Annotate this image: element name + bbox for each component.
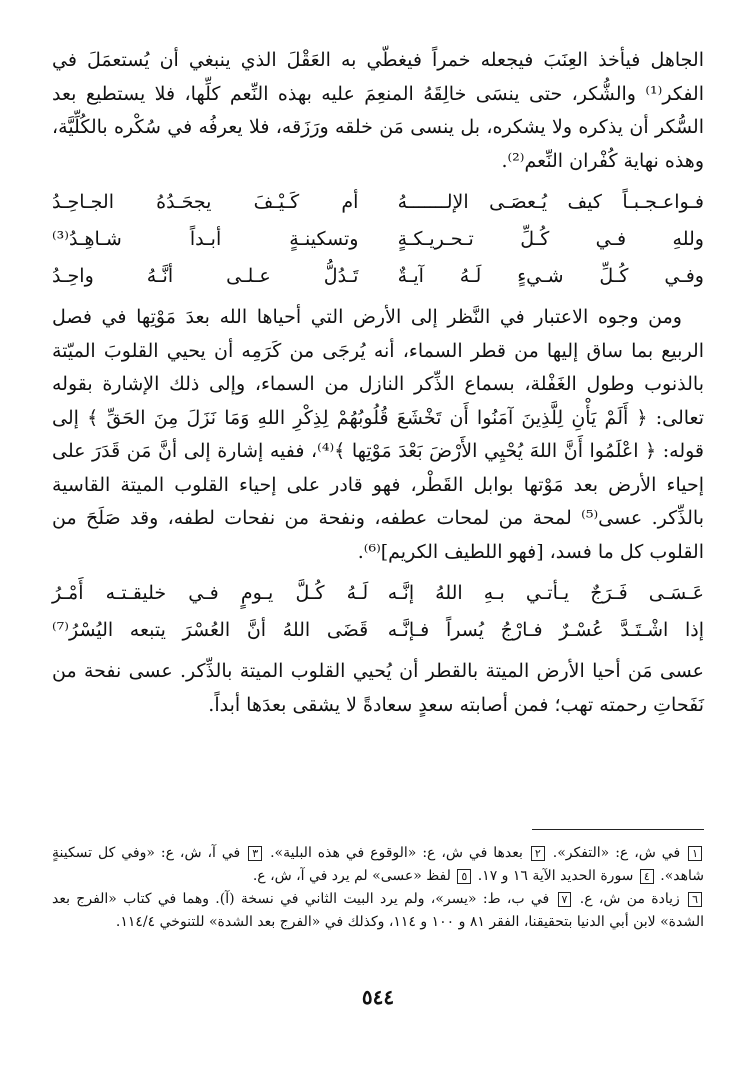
footnote-text: في ب، ط: «يسر»، ولم يرد البيت الثاني في نسخة (آ). وهما في كتاب «الفرج بعد الشدة» لابن أبي الدنيا بتحقيقنا، الفقر ٨١ و ١٠٠ و ١١٤، وكذلك في «الفرج بعد الشدة» للتنوخي ١١٤/٤. [52, 891, 704, 930]
paragraph-2: ومن وجوه الاعتبار في النَّظر إلى الأرض التي أحياها الله بعدَ مَوْتِها في فصل الربيع بما ساق إليها من قطر السماء، أنه يُرجَى من كَرَمِه أن يحيي القلوبَ الميّتة بالذنوب وطول الغَفْلة، بسماع الذِّكر النازل من السماء، وإلى ذلك الإشارة بقوله تعالى: ﴿ أَلَمْ يَأْنِ لِلَّذِينَ آمَنُوا أَن تَخْشَعَ قُلُوبُهُمْ لِذِكْرِ اللهِ وَمَا نَزَلَ مِنَ الحَقِّ ﴾ إلى قوله: ﴿ اعْلَمُوا أَنَّ اللهَ يُحْيِي الأَرْضَ بَعْدَ مَوْتِها ﴾⁽⁴⁾، ففيه إشارة إلى أنَّ مَن قَدَرَ على إحياء الأرض بعد مَوْتها بوابل القَطْر، فهو قادر على إحياء القلوب الميتة القاسية بالذِّكر. عسى⁽⁵⁾ لمحة من لمحات عطفه، ونفحة من نفحات لطفه، وقد صَلَحَ من القلوب كل ما فسد، [فهو اللطيف الكريم]⁽⁶⁾. [52, 306, 705, 563]
poem-1-verse-3 [52, 258, 704, 295]
poem-2-verse-1 [52, 575, 704, 612]
footnote-number: ٣ [248, 846, 262, 861]
footnote-text: بعدها في ش، ع: «الوقوع في هذه البلية». [270, 845, 523, 861]
footnote-text: في ش، ع: «التفكر». [552, 845, 681, 861]
footnote-text: زيادة من ش، ع. [579, 891, 680, 907]
footnote-number: ٢ [531, 846, 545, 861]
footnotes [52, 842, 704, 934]
footnote-number: ٦ [688, 892, 702, 907]
verse-right-hemistich: إذا اشْـتَـدَّ عُسْـرٌ فـارْجُ يُسراً فـإنَّـه [387, 619, 704, 641]
verse-left-hemistich: وتسكينـةٍ أبـداً شـاهِـدُ⁽³⁾ [52, 228, 359, 250]
poem-1-verse-1 [52, 184, 704, 221]
footnote-line [52, 842, 704, 888]
verse-right-hemistich: عَـسَـى فَـرَجٌ يـأتـي بـهِ اللهُ إنَّـه [387, 582, 704, 604]
verse-right-hemistich: وللهِ فـي كُـلِّ تـحـريـكـةٍ [397, 228, 704, 250]
verse-left-hemistich: تَـدُلُّ عـلـى أنَّـهُ واحِـدُ [52, 265, 359, 287]
poem-2 [52, 575, 704, 649]
page-number: ٥٤٤ [361, 985, 395, 1009]
paragraph-3: عسى مَن أحيا الأرض الميتة بالقطر أن يُحيي القلوب الميتة بالذِّكر. عسى نفحة من نَفَحاتِ رحمته تهب؛ فمن أصابته سعدٍ سعادةً لا يشقى بعدَها أبداً. [52, 660, 704, 716]
footnote-text: في آ، ش، ع: «وفي كل تسكينةٍ شاهد». [52, 845, 704, 884]
footnote-separator [532, 829, 704, 830]
footnote-number: ٥ [457, 869, 471, 884]
poem-2-verse-2 [52, 612, 704, 649]
poem-1-verse-2 [52, 221, 704, 258]
footnote-number: ٧ [558, 892, 572, 907]
poem-1 [52, 184, 704, 295]
paragraph-1: الجاهل فيأخذ العِنَبَ فيجعله خمراً فيغطّي به العَقْلَ الذي ينبغي أن يُستعمَلَ في الفكر⁽¹⁾ والشُّكر، حتى ينسَى خالِقَهُ المنعِمَ عليه بهذه النِّعم كلِّها، فلا يستطيع بعد السُّكر أن يذكره ولا يشكره، بل ينسى مَن خلقه ورَزَقه، فلا يعرفُه في سُكْره بالكُلِّيَّة، وهذه نهاية كُفْران النِّعم⁽²⁾. [52, 49, 704, 172]
footnote-number: ٤ [640, 869, 654, 884]
footnote-line [52, 888, 704, 934]
footnote-number: ١ [688, 846, 702, 861]
footnote-text: سورة الحديد الآية ١٦ و ١٧. [477, 868, 634, 884]
verse-left-hemistich: لَـهُ كُـلَّ يـومٍ فـي خليقـتـه أَمْـرُ [52, 582, 369, 604]
verse-right-hemistich: وفـي كُـلِّ شـيءٍ لَـهُ آيـةٌ [397, 265, 704, 287]
page-body [52, 44, 704, 722]
footnote-text: لفظ «عسى» لم يرد في آ، ش، ع. [252, 868, 451, 884]
verse-right-hemistich: فـواعـجـبـاً كيف يُـعصَـى الإلـــــــهُ [397, 191, 704, 213]
verse-left-hemistich: قَضَى اللهُ أنَّ العُسْرَ يتبعه اليُسْرُ⁽⁷⁾ [52, 619, 369, 641]
verse-left-hemistich: أم كَـيْـفَ يجحَـدُهُ الجـاحِـدُ [52, 191, 359, 213]
